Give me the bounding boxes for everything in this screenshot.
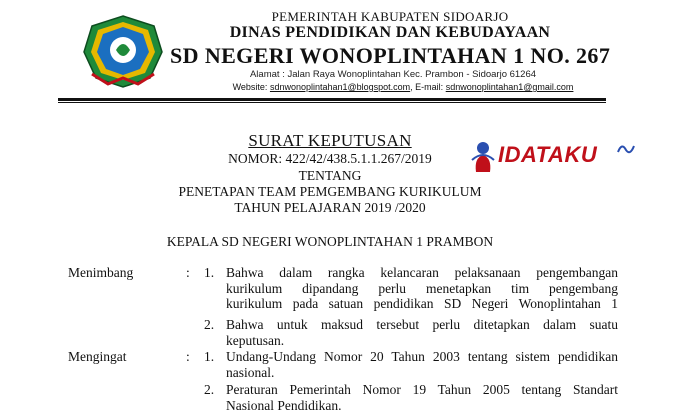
document-issuer: KEPALA SD NEGERI WONOPLINTAHAN 1 PRAMBON	[166, 234, 494, 249]
item-number: 2.	[204, 317, 215, 332]
school-name: SD NEGERI WONOPLINTAHAN 1 NO. 267	[170, 43, 611, 68]
email-link[interactable]: sdnwonoplintahan1@gmail.com	[445, 82, 574, 92]
document-number: NOMOR: 422/42/438.5.1.1.267/2019	[228, 151, 432, 166]
document-year: TAHUN PELAJARAN 2019 /2020	[234, 200, 426, 215]
list-item	[226, 317, 618, 348]
address-label: Alamat	[249, 69, 280, 80]
regency-emblem-logo	[78, 12, 168, 90]
list-item	[226, 382, 618, 413]
watermark-text: IDATAKU	[498, 142, 598, 167]
section-colon: :	[186, 349, 190, 364]
item-line: keputusan.	[226, 332, 285, 348]
watermark-person-icon	[468, 140, 498, 174]
section-colon: :	[186, 265, 190, 280]
item-line: Undang-Undang Nomor 20 Tahun 2003 tentang sistem pendidikan	[226, 349, 618, 364]
section-label-menimbang: Menimbang	[68, 265, 134, 280]
item-number: 1.	[204, 349, 215, 364]
section-label-mengingat: Mengingat	[68, 349, 127, 364]
item-number: 2.	[204, 382, 215, 397]
watermark-swirl-icon	[616, 142, 636, 156]
item-line: nasional.	[226, 364, 275, 380]
list-item	[226, 265, 618, 312]
item-line: Bahwa dalam rangka kelancaran pelaksanaan pengembangan	[226, 265, 618, 280]
item-line: Bahwa untuk maksud tersebut perlu ditetapkan dalam suatu	[226, 317, 618, 332]
letterhead-divider-thick	[58, 98, 606, 101]
document-about: TENTANG	[298, 168, 362, 183]
address-text: : Jalan Raya Wonoplintahan Kec. Prambon - Sidoarjo 61264	[282, 69, 537, 80]
government-name: PEMERINTAH KABUPATEN SIDOARJO	[271, 9, 509, 24]
watermark-logo	[468, 140, 638, 174]
document-subject: PENETAPAN TEAM PEMGEMBANG KURIKULUM	[178, 184, 482, 199]
email-label: , E-mail:	[410, 82, 444, 92]
document-heading: SURAT KEPUTUSAN	[248, 131, 412, 150]
item-number: 1.	[204, 265, 215, 280]
website-label: Website:	[232, 82, 268, 92]
website-link[interactable]: sdnwonoplintahan1@blogspot.com	[269, 82, 411, 92]
department-name: DINAS PENDIDIKAN DAN KEBUDAYAAN	[229, 24, 551, 41]
item-line: kurikulum pada satuan pendidikan SD Negeri Wonoplintahan 1	[226, 296, 618, 311]
item-line: Peraturan Pemerintah Nomor 19 Tahun 2005 tentang Standart	[226, 382, 618, 397]
item-line: kurikulum dipandang perlu menetapkan tim pengembang	[226, 280, 618, 296]
school-address	[193, 69, 593, 80]
item-line: Nasional Pendidikan.	[226, 397, 342, 413]
contact-line	[193, 82, 613, 92]
letterhead-divider-thin	[58, 102, 606, 103]
list-item	[226, 349, 618, 380]
